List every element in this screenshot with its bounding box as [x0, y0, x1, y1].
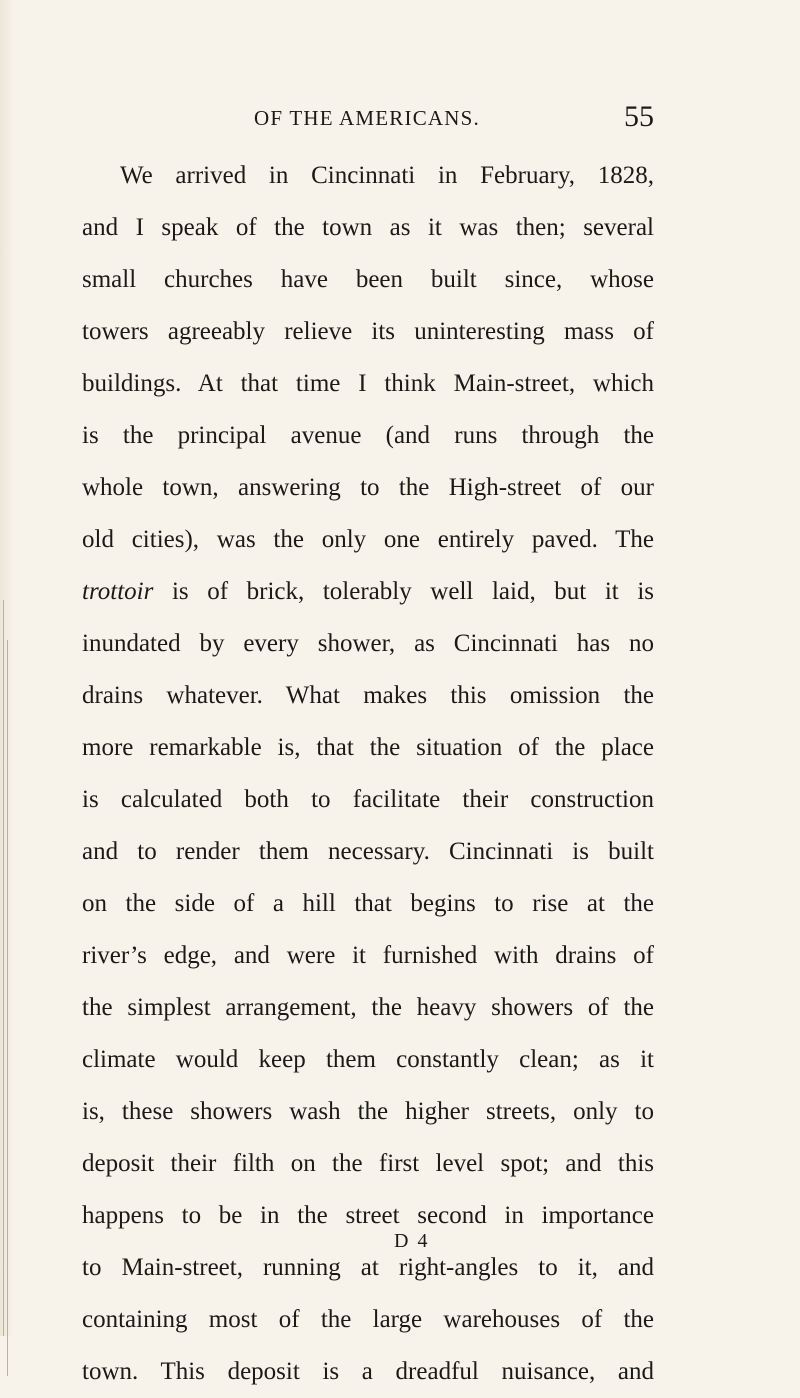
body-text	[82, 150, 654, 1398]
binding-line	[3, 600, 4, 1336]
signature-mark: D 4	[394, 1230, 430, 1252]
text-line: We arrived in Cincinnati in February, 1828,	[120, 162, 654, 189]
page-header	[0, 102, 800, 138]
text-line: buildings. At that time I think Main-street, which	[82, 370, 654, 397]
text-line: the simplest arrangement, the heavy showers of the	[82, 994, 654, 1021]
text-line: towers agreeably relieve its uninteresting mass of	[82, 318, 654, 345]
text-line: is the principal avenue (and runs through the	[82, 422, 654, 449]
text-line: inundated by every shower, as Cincinnati has no	[82, 630, 654, 657]
text-line: and I speak of the town as it was then; several	[82, 214, 654, 241]
text-line	[82, 566, 654, 618]
text-line: happens to be in the street second in importance	[82, 1202, 654, 1229]
text-line-rest: is of brick, tolerably well laid, but it is	[171, 578, 655, 605]
text-line: on the side of a hill that begins to rise at the	[82, 890, 654, 917]
text-line: town. This deposit is a dreadful nuisance, and	[82, 1358, 654, 1385]
text-line: whole town, answering to the High-street of our	[82, 474, 654, 501]
text-line: drains whatever. What makes this omission the	[82, 682, 654, 709]
page-number: 55	[624, 100, 654, 133]
text-line: small churches have been built since, whose	[82, 266, 654, 293]
text-line: deposit their filth on the first level spot; and this	[82, 1150, 654, 1177]
text-line: old cities), was the only one entirely paved. The	[82, 526, 654, 553]
text-line: to Main-street, running at right-angles to it, and	[82, 1254, 654, 1281]
text-line: and to render them necessary. Cincinnati is built	[82, 838, 654, 865]
text-line: is, these showers wash the higher streets, only to	[82, 1098, 654, 1125]
text-line: more remarkable is, that the situation of the place	[82, 734, 654, 761]
text-line: climate would keep them constantly clean; as it	[82, 1046, 654, 1073]
page-left-edge	[0, 0, 14, 1336]
text-line: river’s edge, and were it furnished with drains of	[82, 942, 654, 969]
italic-word: trottoir	[82, 578, 154, 605]
text-line: containing most of the large warehouses of the	[82, 1306, 654, 1333]
binding-line	[7, 640, 8, 1376]
running-head: OF THE AMERICANS.	[254, 106, 480, 130]
text-line: is calculated both to facilitate their construction	[82, 786, 654, 813]
